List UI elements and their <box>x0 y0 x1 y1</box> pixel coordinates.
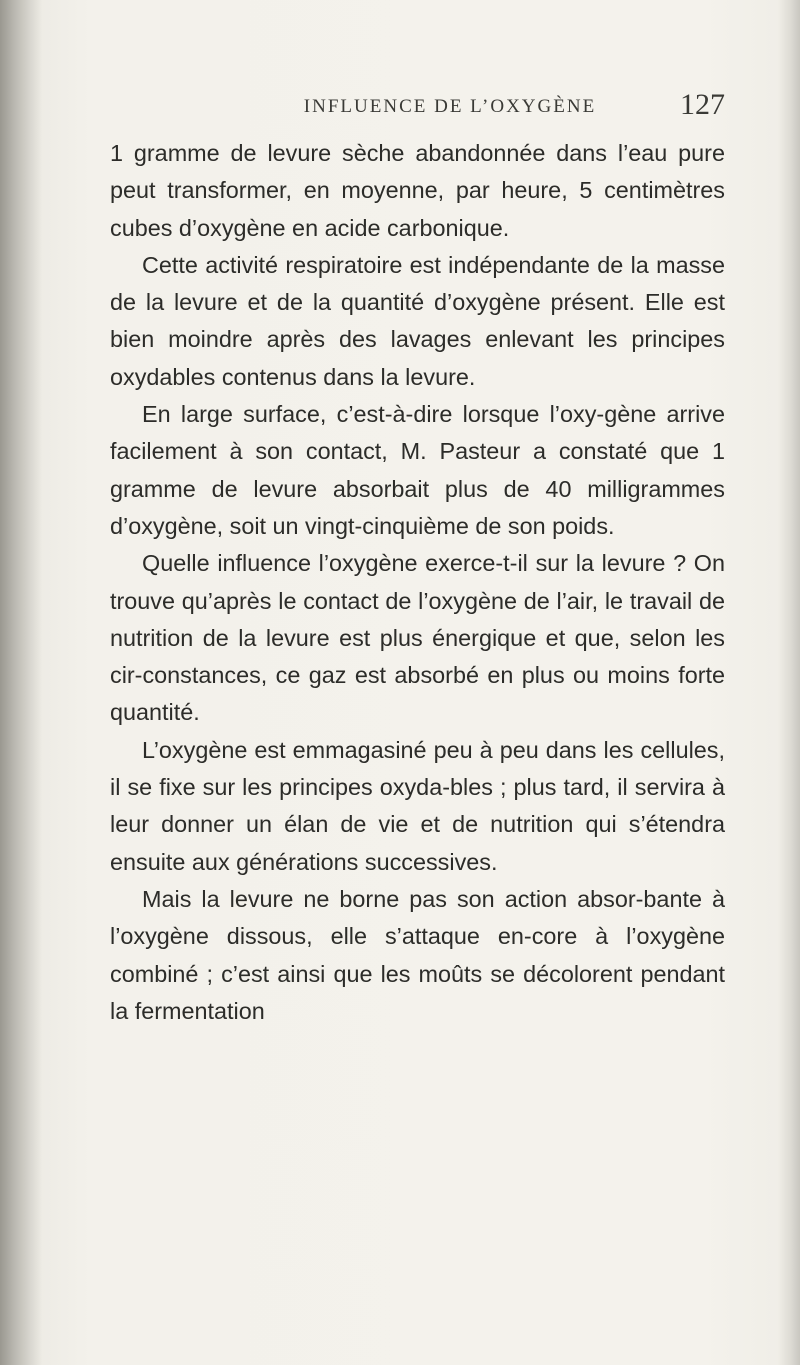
paragraph: Mais la levure ne borne pas son action absor-bante à l’oxygène dissous, elle s’attaque en-core à l’oxygène combiné ; c’est ainsi que les moûts se décolorent pendant la fermentation <box>110 885 725 1024</box>
paragraph: 1 gramme de levure sèche abandonnée dans l’eau pure peut transformer, en moyenne, par heure, 5 centimètres cubes d’oxygène en acide carbonique. <box>110 140 725 241</box>
paragraph: En large surface, c’est-à-dire lorsque l’oxy-gène arrive facilement à son contact, M. Pasteur a constaté que 1 gramme de levure absorbait plus de 40 milligrammes d’oxygène, soit un vingt-cinquième de son poids. <box>110 401 725 539</box>
paragraph: L’oxygène est emmagasiné peu à peu dans les cellules, il se fixe sur les principes oxyda-bles ; plus tard, il servira à leur donner un élan de vie et de nutrition qui s’étendra ensuite aux générations successives. <box>110 736 725 875</box>
paragraph: Cette activité respiratoire est indépendante de la masse de la levure et de la quantité d’oxygène présent. Elle est bien moindre après des lavages enlevant les principes oxydables contenus dans la levure. <box>110 251 725 390</box>
body-text <box>110 135 725 1030</box>
running-title: INFLUENCE DE L’OXYGÈNE <box>303 96 597 117</box>
page-header <box>0 88 800 128</box>
page-number: 127 <box>680 88 725 121</box>
page-edge-right <box>778 0 800 1365</box>
binding-shadow-left <box>0 0 42 1365</box>
paragraph: Quelle influence l’oxygène exerce-t-il sur la levure ? On trouve qu’après le contact de l’oxygène de l’air, le travail de nutrition de la levure est plus énergique et que, selon les cir-constances, ce gaz est absorbé en plus ou moins forte quantité. <box>110 550 725 726</box>
